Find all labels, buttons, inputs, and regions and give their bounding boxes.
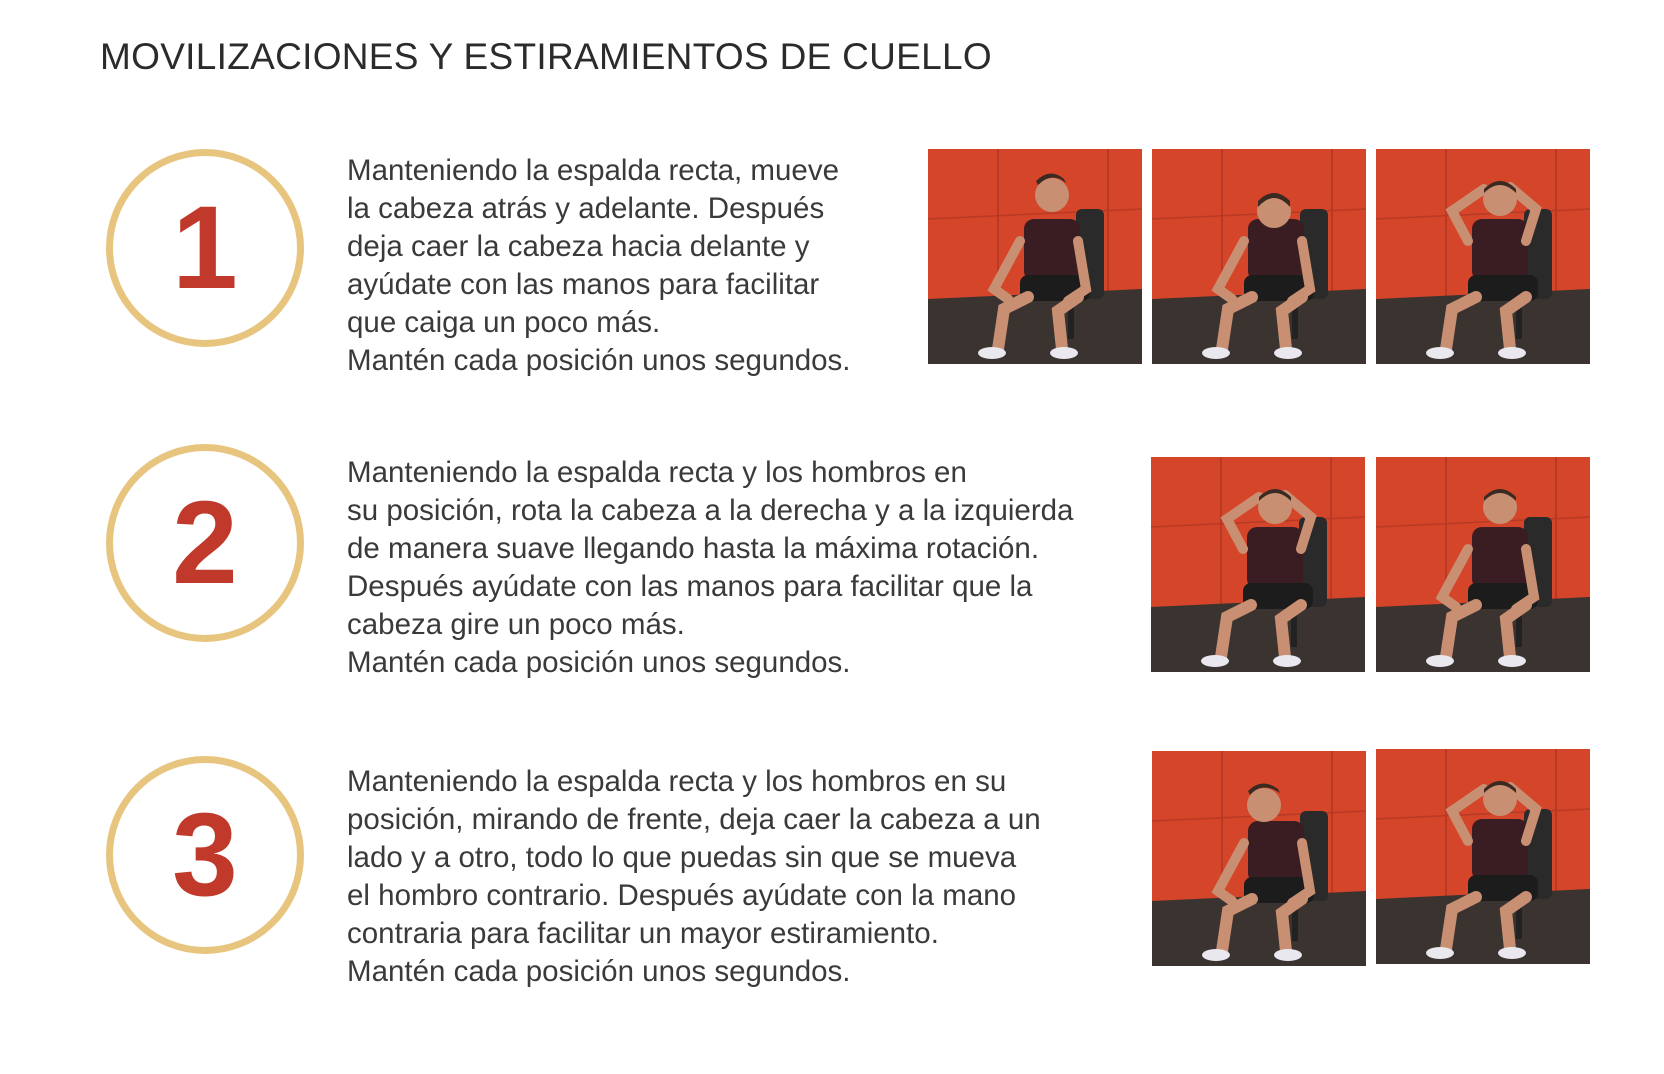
exercise-photo <box>1376 749 1590 964</box>
description-line: Después ayúdate con las manos para facilitar que la <box>347 570 1033 603</box>
exercise-photo <box>1152 149 1366 364</box>
step-number-circle <box>106 444 304 642</box>
step-number: 2 <box>172 477 238 609</box>
description-line: que caiga un poco más. <box>347 306 661 339</box>
step-number-circle <box>106 756 304 954</box>
description-line: Manteniendo la espalda recta y los hombros en <box>347 456 967 489</box>
page-title: MOVILIZACIONES Y ESTIRAMIENTOS DE CUELLO <box>100 36 992 77</box>
step-number: 1 <box>172 182 238 314</box>
exercise-photo <box>1376 457 1590 672</box>
exercise-photo <box>1376 149 1590 364</box>
description-line: deja caer la cabeza hacia delante y <box>347 230 810 263</box>
exercise-photo <box>1152 751 1366 966</box>
description-line: de manera suave llegando hasta la máxima rotación. <box>347 532 1040 565</box>
description-line: el hombro contrario. Después ayúdate con la mano <box>347 879 1017 912</box>
step-number: 3 <box>172 789 238 921</box>
exercise-photo <box>928 149 1142 364</box>
description-line: la cabeza atrás y adelante. Después <box>347 192 825 225</box>
exercise-photo <box>1151 457 1365 672</box>
description-line: contraria para facilitar un mayor estiramiento. <box>347 917 939 950</box>
description-line: posición, mirando de frente, deja caer la cabeza a un <box>347 803 1041 836</box>
step-description <box>347 454 1073 682</box>
description-line: su posición, rota la cabeza a la derecha y a la izquierda <box>347 494 1074 527</box>
step-description <box>347 152 851 380</box>
description-line: ayúdate con las manos para facilitar <box>347 268 820 301</box>
description-line: Mantén cada posición unos segundos. <box>347 646 851 679</box>
step-number-circle <box>106 149 304 347</box>
step-description <box>347 763 1041 991</box>
description-line: Mantén cada posición unos segundos. <box>347 955 851 988</box>
description-line: lado y a otro, todo lo que puedas sin que se mueva <box>347 841 1017 874</box>
description-line: cabeza gire un poco más. <box>347 608 685 641</box>
description-line: Manteniendo la espalda recta y los hombros en su <box>347 765 1007 798</box>
description-line: Mantén cada posición unos segundos. <box>347 344 851 377</box>
description-line: Manteniendo la espalda recta, mueve <box>347 154 839 187</box>
